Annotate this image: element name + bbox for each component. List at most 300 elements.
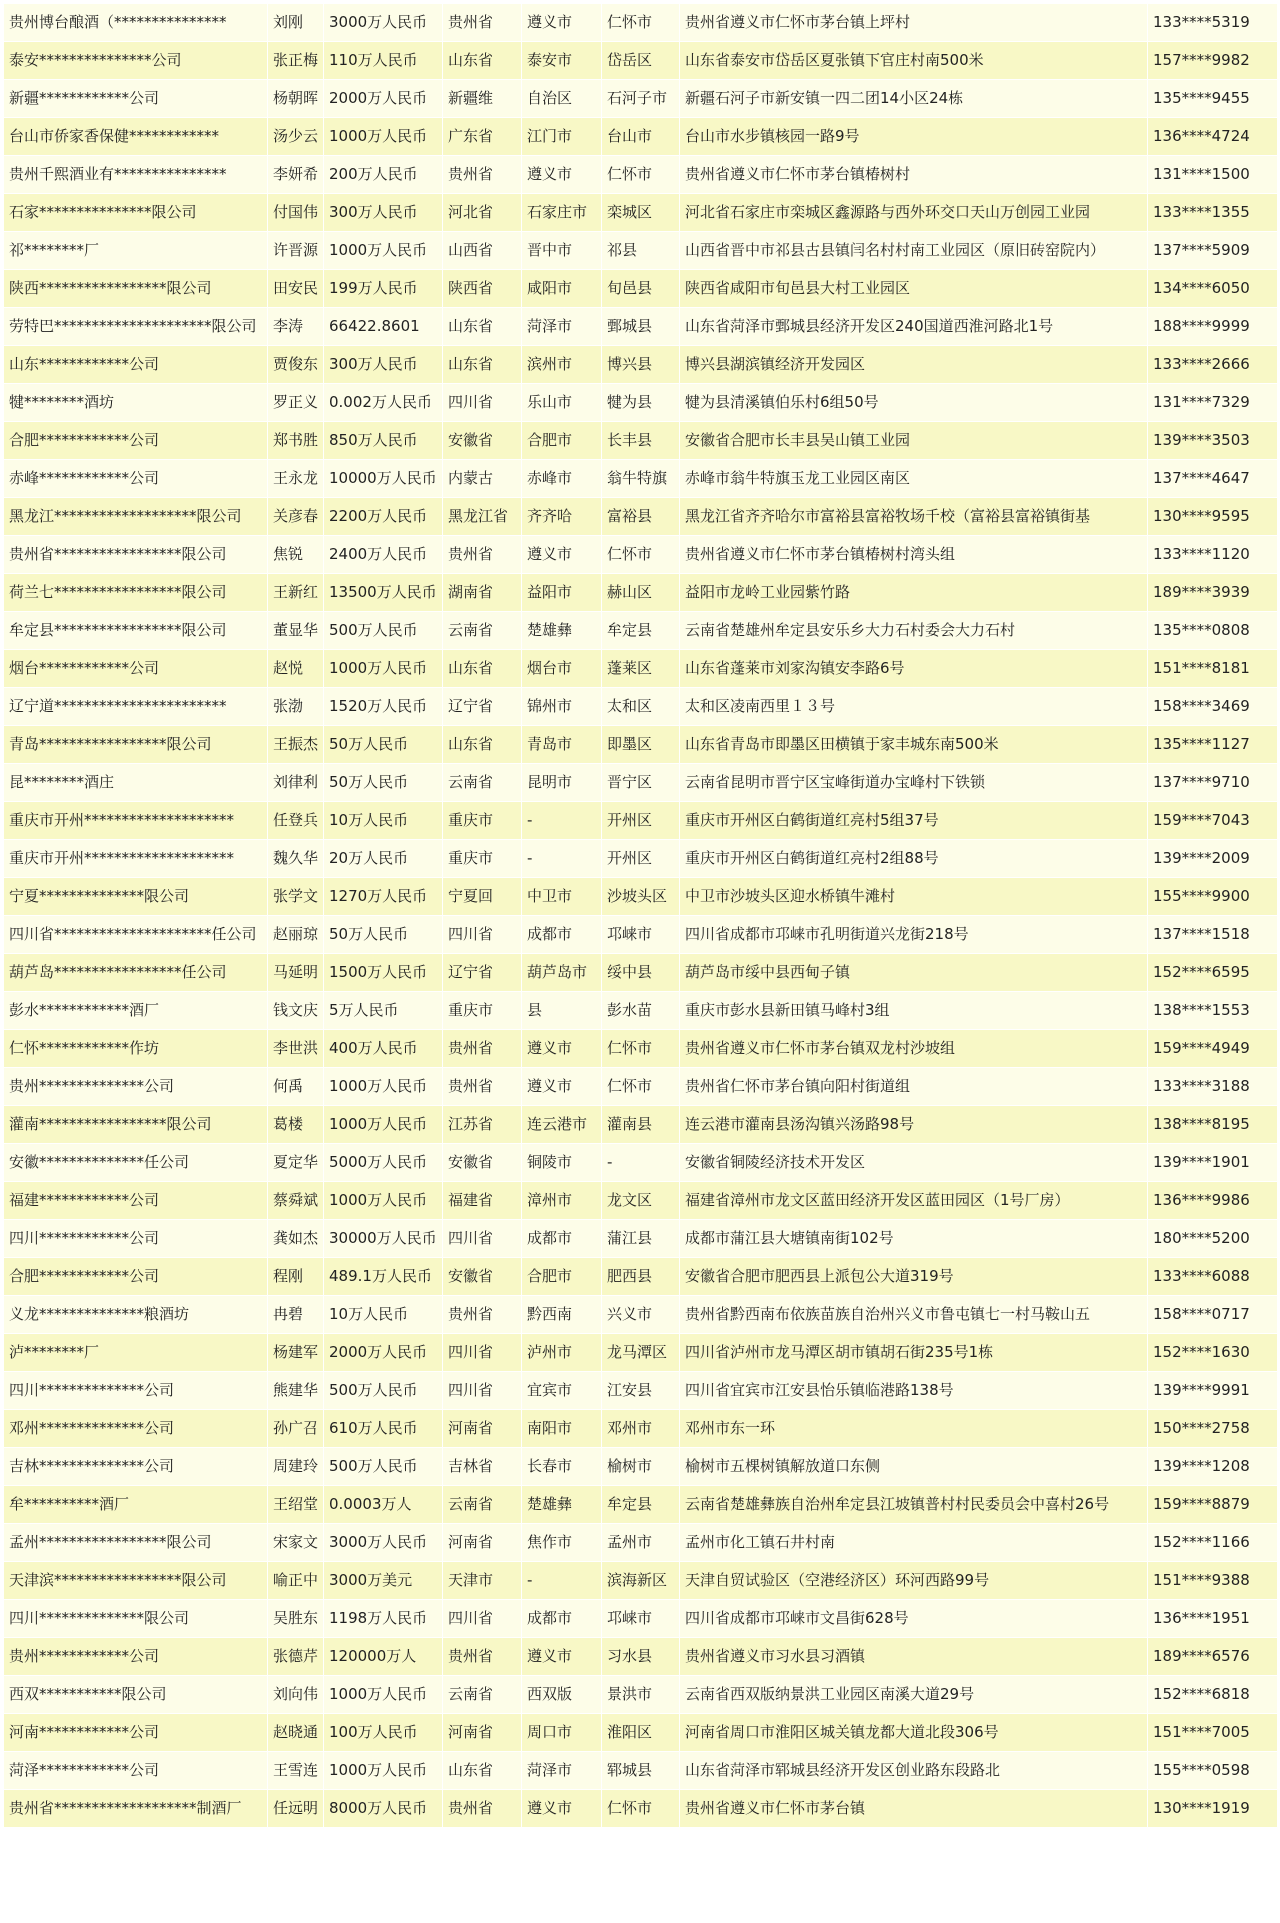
table-row bbox=[4, 1600, 1278, 1638]
registered-capital-cell: 5万人民币 bbox=[324, 992, 443, 1030]
district-cell: 仁怀市 bbox=[602, 1068, 680, 1106]
city-cell: 成都市 bbox=[522, 1600, 602, 1638]
legal-person-cell: 周建玲 bbox=[268, 1448, 324, 1486]
legal-person-cell: 宋家文 bbox=[268, 1524, 324, 1562]
province-cell: 四川省 bbox=[443, 1220, 522, 1258]
table-row bbox=[4, 460, 1278, 498]
phone-cell: 137****9710 bbox=[1148, 764, 1278, 802]
district-cell: 邛崃市 bbox=[602, 1600, 680, 1638]
district-cell: 晋宁区 bbox=[602, 764, 680, 802]
district-cell: 岱岳区 bbox=[602, 42, 680, 80]
table-row bbox=[4, 1524, 1278, 1562]
city-cell: 中卫市 bbox=[522, 878, 602, 916]
legal-person-cell: 王绍堂 bbox=[268, 1486, 324, 1524]
province-cell: 山东省 bbox=[443, 308, 522, 346]
address-cell: 贵州省遵义市仁怀市茅台镇双龙村沙坡组 bbox=[680, 1030, 1148, 1068]
registered-capital-cell: 1000万人民币 bbox=[324, 650, 443, 688]
phone-cell: 189****3939 bbox=[1148, 574, 1278, 612]
phone-cell: 135****9455 bbox=[1148, 80, 1278, 118]
province-cell: 天津市 bbox=[443, 1562, 522, 1600]
registered-capital-cell: 20万人民币 bbox=[324, 840, 443, 878]
phone-cell: 133****6088 bbox=[1148, 1258, 1278, 1296]
registered-capital-cell: 8000万人民币 bbox=[324, 1790, 443, 1828]
table-row bbox=[4, 916, 1278, 954]
registered-capital-cell: 2200万人民币 bbox=[324, 498, 443, 536]
phone-cell: 133****3188 bbox=[1148, 1068, 1278, 1106]
registered-capital-cell: 1000万人民币 bbox=[324, 232, 443, 270]
district-cell: 龙马潭区 bbox=[602, 1334, 680, 1372]
phone-cell: 152****1166 bbox=[1148, 1524, 1278, 1562]
company-name-cell: 邓州**************公司 bbox=[4, 1410, 268, 1448]
company-name-cell: 西双***********限公司 bbox=[4, 1676, 268, 1714]
address-cell: 博兴县湖滨镇经济开发园区 bbox=[680, 346, 1148, 384]
province-cell: 云南省 bbox=[443, 764, 522, 802]
province-cell: 湖南省 bbox=[443, 574, 522, 612]
legal-person-cell: 李妍希 bbox=[268, 156, 324, 194]
address-cell: 四川省成都市邛崃市文昌街628号 bbox=[680, 1600, 1148, 1638]
city-cell: 焦作市 bbox=[522, 1524, 602, 1562]
address-cell: 安徽省合肥市肥西县上派包公大道319号 bbox=[680, 1258, 1148, 1296]
city-cell: 咸阳市 bbox=[522, 270, 602, 308]
city-cell: 泸州市 bbox=[522, 1334, 602, 1372]
address-cell: 黑龙江省齐齐哈尔市富裕县富裕牧场千校（富裕县富裕镇街基 bbox=[680, 498, 1148, 536]
address-cell: 山东省菏泽市郓城县经济开发区创业路东段路北 bbox=[680, 1752, 1148, 1790]
province-cell: 河北省 bbox=[443, 194, 522, 232]
province-cell: 贵州省 bbox=[443, 536, 522, 574]
company-name-cell: 吉林**************公司 bbox=[4, 1448, 268, 1486]
district-cell: 邛崃市 bbox=[602, 916, 680, 954]
legal-person-cell: 魏久华 bbox=[268, 840, 324, 878]
company-name-cell: 贵州************公司 bbox=[4, 1638, 268, 1676]
legal-person-cell: 关彦春 bbox=[268, 498, 324, 536]
phone-cell: 139****9991 bbox=[1148, 1372, 1278, 1410]
address-cell: 榆树市五棵树镇解放道口东侧 bbox=[680, 1448, 1148, 1486]
city-cell: 楚雄彝 bbox=[522, 612, 602, 650]
province-cell: 四川省 bbox=[443, 1600, 522, 1638]
legal-person-cell: 冉碧 bbox=[268, 1296, 324, 1334]
district-cell: 邓州市 bbox=[602, 1410, 680, 1448]
address-cell: 重庆市开州区白鹤街道红亮村5组37号 bbox=[680, 802, 1148, 840]
registered-capital-cell: 13500万人民币 bbox=[324, 574, 443, 612]
legal-person-cell: 蔡舜斌 bbox=[268, 1182, 324, 1220]
table-row bbox=[4, 1676, 1278, 1714]
phone-cell: 151****8181 bbox=[1148, 650, 1278, 688]
company-name-cell: 黑龙江*******************限公司 bbox=[4, 498, 268, 536]
city-cell: 成都市 bbox=[522, 916, 602, 954]
address-cell: 山西省晋中市祁县古县镇闫名村村南工业园区（原旧砖窑院内） bbox=[680, 232, 1148, 270]
phone-cell: 135****1127 bbox=[1148, 726, 1278, 764]
registered-capital-cell: 66422.8601 bbox=[324, 308, 443, 346]
legal-person-cell: 王永龙 bbox=[268, 460, 324, 498]
company-name-cell: 孟州*****************限公司 bbox=[4, 1524, 268, 1562]
table-row bbox=[4, 1752, 1278, 1790]
company-name-cell: 仁怀************作坊 bbox=[4, 1030, 268, 1068]
company-name-cell: 石家***************限公司 bbox=[4, 194, 268, 232]
district-cell: 江安县 bbox=[602, 1372, 680, 1410]
province-cell: 吉林省 bbox=[443, 1448, 522, 1486]
province-cell: 贵州省 bbox=[443, 1030, 522, 1068]
table-row bbox=[4, 1334, 1278, 1372]
phone-cell: 133****1120 bbox=[1148, 536, 1278, 574]
address-cell: 四川省宜宾市江安县怡乐镇临港路138号 bbox=[680, 1372, 1148, 1410]
district-cell: 兴义市 bbox=[602, 1296, 680, 1334]
phone-cell: 130****1919 bbox=[1148, 1790, 1278, 1828]
province-cell: 云南省 bbox=[443, 1486, 522, 1524]
table-row bbox=[4, 1486, 1278, 1524]
company-name-cell: 贵州省*****************限公司 bbox=[4, 536, 268, 574]
address-cell: 陕西省咸阳市旬邑县大村工业园区 bbox=[680, 270, 1148, 308]
city-cell: 江门市 bbox=[522, 118, 602, 156]
legal-person-cell: 李涛 bbox=[268, 308, 324, 346]
company-name-cell: 劳特巴*********************限公司 bbox=[4, 308, 268, 346]
city-cell: 遵义市 bbox=[522, 1638, 602, 1676]
legal-person-cell: 任远明 bbox=[268, 1790, 324, 1828]
table-row bbox=[4, 1638, 1278, 1676]
province-cell: 重庆市 bbox=[443, 992, 522, 1030]
legal-person-cell: 贾俊东 bbox=[268, 346, 324, 384]
district-cell: 肥西县 bbox=[602, 1258, 680, 1296]
address-cell: 邓州市东一环 bbox=[680, 1410, 1148, 1448]
city-cell: - bbox=[522, 802, 602, 840]
table-row bbox=[4, 4, 1278, 42]
table-row bbox=[4, 232, 1278, 270]
phone-cell: 151****9388 bbox=[1148, 1562, 1278, 1600]
district-cell: 石河子市 bbox=[602, 80, 680, 118]
province-cell: 陕西省 bbox=[443, 270, 522, 308]
address-cell: 贵州省遵义市仁怀市茅台镇椿树村 bbox=[680, 156, 1148, 194]
registered-capital-cell: 500万人民币 bbox=[324, 1448, 443, 1486]
registered-capital-cell: 1520万人民币 bbox=[324, 688, 443, 726]
table-row bbox=[4, 992, 1278, 1030]
phone-cell: 189****6576 bbox=[1148, 1638, 1278, 1676]
phone-cell: 139****3503 bbox=[1148, 422, 1278, 460]
phone-cell: 131****1500 bbox=[1148, 156, 1278, 194]
company-name-cell: 泸********厂 bbox=[4, 1334, 268, 1372]
company-name-cell: 泰安***************公司 bbox=[4, 42, 268, 80]
phone-cell: 134****6050 bbox=[1148, 270, 1278, 308]
district-cell: 牟定县 bbox=[602, 1486, 680, 1524]
city-cell: 齐齐哈 bbox=[522, 498, 602, 536]
city-cell: 自治区 bbox=[522, 80, 602, 118]
table-row bbox=[4, 308, 1278, 346]
table-row bbox=[4, 346, 1278, 384]
company-name-cell: 贵州千熙酒业有*************** bbox=[4, 156, 268, 194]
table-row bbox=[4, 1410, 1278, 1448]
city-cell: 遵义市 bbox=[522, 536, 602, 574]
district-cell: 富裕县 bbox=[602, 498, 680, 536]
phone-cell: 137****4647 bbox=[1148, 460, 1278, 498]
city-cell: 黔西南 bbox=[522, 1296, 602, 1334]
table-row bbox=[4, 612, 1278, 650]
legal-person-cell: 葛楼 bbox=[268, 1106, 324, 1144]
province-cell: 安徽省 bbox=[443, 422, 522, 460]
province-cell: 四川省 bbox=[443, 1334, 522, 1372]
table-row bbox=[4, 194, 1278, 232]
registered-capital-cell: 0.0003万人 bbox=[324, 1486, 443, 1524]
legal-person-cell: 田安民 bbox=[268, 270, 324, 308]
address-cell: 四川省泸州市龙马潭区胡市镇胡石街235号1栋 bbox=[680, 1334, 1148, 1372]
address-cell: 安徽省铜陵经济技术开发区 bbox=[680, 1144, 1148, 1182]
table-row bbox=[4, 536, 1278, 574]
district-cell: 长丰县 bbox=[602, 422, 680, 460]
city-cell: - bbox=[522, 840, 602, 878]
city-cell: 赤峰市 bbox=[522, 460, 602, 498]
company-name-cell: 赤峰************公司 bbox=[4, 460, 268, 498]
registered-capital-cell: 50万人民币 bbox=[324, 916, 443, 954]
district-cell: 鄄城县 bbox=[602, 308, 680, 346]
legal-person-cell: 龚如杰 bbox=[268, 1220, 324, 1258]
province-cell: 福建省 bbox=[443, 1182, 522, 1220]
city-cell: 益阳市 bbox=[522, 574, 602, 612]
district-cell: 台山市 bbox=[602, 118, 680, 156]
district-cell: 太和区 bbox=[602, 688, 680, 726]
district-cell: 开州区 bbox=[602, 840, 680, 878]
legal-person-cell: 付国伟 bbox=[268, 194, 324, 232]
district-cell: 孟州市 bbox=[602, 1524, 680, 1562]
district-cell: 淮阳区 bbox=[602, 1714, 680, 1752]
table-row bbox=[4, 878, 1278, 916]
address-cell: 葫芦岛市绥中县西甸子镇 bbox=[680, 954, 1148, 992]
district-cell: 犍为县 bbox=[602, 384, 680, 422]
province-cell: 云南省 bbox=[443, 1676, 522, 1714]
province-cell: 新疆维 bbox=[443, 80, 522, 118]
company-name-cell: 四川**************公司 bbox=[4, 1372, 268, 1410]
phone-cell: 136****9986 bbox=[1148, 1182, 1278, 1220]
district-cell: 郓城县 bbox=[602, 1752, 680, 1790]
province-cell: 山东省 bbox=[443, 346, 522, 384]
city-cell: 县 bbox=[522, 992, 602, 1030]
address-cell: 安徽省合肥市长丰县吴山镇工业园 bbox=[680, 422, 1148, 460]
address-cell: 河北省石家庄市栾城区鑫源路与西外环交口天山万创园工业园 bbox=[680, 194, 1148, 232]
table-row bbox=[4, 422, 1278, 460]
company-name-cell: 辽宁道*********************** bbox=[4, 688, 268, 726]
company-name-cell: 合肥************公司 bbox=[4, 422, 268, 460]
province-cell: 安徽省 bbox=[443, 1144, 522, 1182]
phone-cell: 158****3469 bbox=[1148, 688, 1278, 726]
province-cell: 江苏省 bbox=[443, 1106, 522, 1144]
phone-cell: 155****9900 bbox=[1148, 878, 1278, 916]
province-cell: 四川省 bbox=[443, 916, 522, 954]
district-cell: 仁怀市 bbox=[602, 156, 680, 194]
phone-cell: 180****5200 bbox=[1148, 1220, 1278, 1258]
legal-person-cell: 许晋源 bbox=[268, 232, 324, 270]
address-cell: 台山市水步镇核园一路9号 bbox=[680, 118, 1148, 156]
table-row bbox=[4, 1182, 1278, 1220]
city-cell: 遵义市 bbox=[522, 1790, 602, 1828]
table-row bbox=[4, 1372, 1278, 1410]
phone-cell: 188****9999 bbox=[1148, 308, 1278, 346]
table-row bbox=[4, 1068, 1278, 1106]
city-cell: 楚雄彝 bbox=[522, 1486, 602, 1524]
district-cell: 灌南县 bbox=[602, 1106, 680, 1144]
address-cell: 益阳市龙岭工业园紫竹路 bbox=[680, 574, 1148, 612]
address-cell: 山东省蓬莱市刘家沟镇安李路6号 bbox=[680, 650, 1148, 688]
address-cell: 贵州省仁怀市茅台镇向阳村街道组 bbox=[680, 1068, 1148, 1106]
table-row bbox=[4, 1106, 1278, 1144]
company-name-cell: 合肥************公司 bbox=[4, 1258, 268, 1296]
address-cell: 赤峰市翁牛特旗玉龙工业园区南区 bbox=[680, 460, 1148, 498]
city-cell: 遵义市 bbox=[522, 1030, 602, 1068]
address-cell: 山东省菏泽市鄄城县经济开发区240国道西淮河路北1号 bbox=[680, 308, 1148, 346]
address-cell: 连云港市灌南县汤沟镇兴汤路98号 bbox=[680, 1106, 1148, 1144]
registered-capital-cell: 1000万人民币 bbox=[324, 1182, 443, 1220]
registered-capital-cell: 3000万人民币 bbox=[324, 4, 443, 42]
legal-person-cell: 刘刚 bbox=[268, 4, 324, 42]
address-cell: 云南省西双版纳景洪工业园区南溪大道29号 bbox=[680, 1676, 1148, 1714]
province-cell: 山东省 bbox=[443, 650, 522, 688]
district-cell: 仁怀市 bbox=[602, 536, 680, 574]
table-row bbox=[4, 270, 1278, 308]
province-cell: 云南省 bbox=[443, 612, 522, 650]
legal-person-cell: 刘律利 bbox=[268, 764, 324, 802]
table-row bbox=[4, 1030, 1278, 1068]
district-cell: 龙文区 bbox=[602, 1182, 680, 1220]
address-cell: 贵州省黔西南布依族苗族自治州兴义市鲁屯镇七一村马鞍山五 bbox=[680, 1296, 1148, 1334]
district-cell: 景洪市 bbox=[602, 1676, 680, 1714]
legal-person-cell: 赵晓通 bbox=[268, 1714, 324, 1752]
registered-capital-cell: 850万人民币 bbox=[324, 422, 443, 460]
table-row bbox=[4, 156, 1278, 194]
city-cell: 成都市 bbox=[522, 1220, 602, 1258]
city-cell: 锦州市 bbox=[522, 688, 602, 726]
legal-person-cell: 赵悦 bbox=[268, 650, 324, 688]
city-cell: 宜宾市 bbox=[522, 1372, 602, 1410]
city-cell: 西双版 bbox=[522, 1676, 602, 1714]
company-name-cell: 贵州省*******************制酒厂 bbox=[4, 1790, 268, 1828]
district-cell: 牟定县 bbox=[602, 612, 680, 650]
company-name-cell: 四川************公司 bbox=[4, 1220, 268, 1258]
registered-capital-cell: 489.1万人民币 bbox=[324, 1258, 443, 1296]
city-cell: 青岛市 bbox=[522, 726, 602, 764]
company-name-cell: 山东************公司 bbox=[4, 346, 268, 384]
company-name-cell: 四川**************限公司 bbox=[4, 1600, 268, 1638]
company-name-cell: 台山市侨家香保健************ bbox=[4, 118, 268, 156]
address-cell: 重庆市彭水县新田镇马峰村3组 bbox=[680, 992, 1148, 1030]
district-cell: 旬邑县 bbox=[602, 270, 680, 308]
district-cell: 榆树市 bbox=[602, 1448, 680, 1486]
phone-cell: 139****1901 bbox=[1148, 1144, 1278, 1182]
legal-person-cell: 吴胜东 bbox=[268, 1600, 324, 1638]
table-row bbox=[4, 384, 1278, 422]
legal-person-cell: 熊建华 bbox=[268, 1372, 324, 1410]
city-cell: 菏泽市 bbox=[522, 308, 602, 346]
district-cell: 翁牛特旗 bbox=[602, 460, 680, 498]
address-cell: 云南省昆明市晋宁区宝峰街道办宝峰村下铁锁 bbox=[680, 764, 1148, 802]
city-cell: 铜陵市 bbox=[522, 1144, 602, 1182]
address-cell: 成都市蒲江县大塘镇南街102号 bbox=[680, 1220, 1148, 1258]
phone-cell: 133****1355 bbox=[1148, 194, 1278, 232]
province-cell: 山东省 bbox=[443, 1752, 522, 1790]
registered-capital-cell: 3000万美元 bbox=[324, 1562, 443, 1600]
registered-capital-cell: 1270万人民币 bbox=[324, 878, 443, 916]
phone-cell: 159****4949 bbox=[1148, 1030, 1278, 1068]
city-cell: 石家庄市 bbox=[522, 194, 602, 232]
phone-cell: 155****0598 bbox=[1148, 1752, 1278, 1790]
table-row bbox=[4, 118, 1278, 156]
province-cell: 贵州省 bbox=[443, 1068, 522, 1106]
province-cell: 山西省 bbox=[443, 232, 522, 270]
phone-cell: 135****0808 bbox=[1148, 612, 1278, 650]
company-name-cell: 河南************公司 bbox=[4, 1714, 268, 1752]
company-name-cell: 犍********酒坊 bbox=[4, 384, 268, 422]
district-cell: 蒲江县 bbox=[602, 1220, 680, 1258]
phone-cell: 136****1951 bbox=[1148, 1600, 1278, 1638]
company-name-cell: 天津滨*****************限公司 bbox=[4, 1562, 268, 1600]
phone-cell: 130****9595 bbox=[1148, 498, 1278, 536]
phone-cell: 151****7005 bbox=[1148, 1714, 1278, 1752]
registered-capital-cell: 0.002万人民币 bbox=[324, 384, 443, 422]
phone-cell: 159****7043 bbox=[1148, 802, 1278, 840]
legal-person-cell: 程刚 bbox=[268, 1258, 324, 1296]
address-cell: 贵州省遵义市习水县习酒镇 bbox=[680, 1638, 1148, 1676]
address-cell: 太和区凌南西里１３号 bbox=[680, 688, 1148, 726]
legal-person-cell: 任登兵 bbox=[268, 802, 324, 840]
city-cell: 漳州市 bbox=[522, 1182, 602, 1220]
address-cell: 云南省楚雄彝族自治州牟定县江坡镇普村村民委员会中喜村26号 bbox=[680, 1486, 1148, 1524]
registered-capital-cell: 10000万人民币 bbox=[324, 460, 443, 498]
province-cell: 四川省 bbox=[443, 1372, 522, 1410]
registered-capital-cell: 1000万人民币 bbox=[324, 1752, 443, 1790]
phone-cell: 133****5319 bbox=[1148, 4, 1278, 42]
table-row bbox=[4, 688, 1278, 726]
table-row bbox=[4, 1790, 1278, 1828]
legal-person-cell: 何禹 bbox=[268, 1068, 324, 1106]
address-cell: 天津自贸试验区（空港经济区）环河西路99号 bbox=[680, 1562, 1148, 1600]
address-cell: 新疆石河子市新安镇一四二团14小区24栋 bbox=[680, 80, 1148, 118]
legal-person-cell: 焦锐 bbox=[268, 536, 324, 574]
phone-cell: 133****2666 bbox=[1148, 346, 1278, 384]
phone-cell: 137****1518 bbox=[1148, 916, 1278, 954]
province-cell: 贵州省 bbox=[443, 1790, 522, 1828]
company-name-cell: 重庆市开州******************** bbox=[4, 802, 268, 840]
registered-capital-cell: 2000万人民币 bbox=[324, 1334, 443, 1372]
address-cell: 山东省青岛市即墨区田横镇于家丰城东南500米 bbox=[680, 726, 1148, 764]
address-cell: 四川省成都市邛崃市孔明街道兴龙街218号 bbox=[680, 916, 1148, 954]
registered-capital-cell: 1500万人民币 bbox=[324, 954, 443, 992]
phone-cell: 158****0717 bbox=[1148, 1296, 1278, 1334]
registered-capital-cell: 200万人民币 bbox=[324, 156, 443, 194]
registered-capital-cell: 199万人民币 bbox=[324, 270, 443, 308]
table-row bbox=[4, 574, 1278, 612]
legal-person-cell: 喻正中 bbox=[268, 1562, 324, 1600]
registered-capital-cell: 400万人民币 bbox=[324, 1030, 443, 1068]
company-name-cell: 牟**********酒厂 bbox=[4, 1486, 268, 1524]
company-name-cell: 烟台************公司 bbox=[4, 650, 268, 688]
table-row bbox=[4, 1448, 1278, 1486]
province-cell: 贵州省 bbox=[443, 1638, 522, 1676]
phone-cell: 150****2758 bbox=[1148, 1410, 1278, 1448]
table-row bbox=[4, 1258, 1278, 1296]
address-cell: 孟州市化工镇石井村南 bbox=[680, 1524, 1148, 1562]
company-name-cell: 菏泽************公司 bbox=[4, 1752, 268, 1790]
address-cell: 中卫市沙坡头区迎水桥镇牛滩村 bbox=[680, 878, 1148, 916]
registered-capital-cell: 3000万人民币 bbox=[324, 1524, 443, 1562]
registered-capital-cell: 300万人民币 bbox=[324, 194, 443, 232]
province-cell: 四川省 bbox=[443, 384, 522, 422]
registered-capital-cell: 5000万人民币 bbox=[324, 1144, 443, 1182]
registered-capital-cell: 1000万人民币 bbox=[324, 118, 443, 156]
table-row bbox=[4, 1562, 1278, 1600]
city-cell: - bbox=[522, 1562, 602, 1600]
district-cell: 赫山区 bbox=[602, 574, 680, 612]
phone-cell: 131****7329 bbox=[1148, 384, 1278, 422]
table-row bbox=[4, 954, 1278, 992]
legal-person-cell: 王振杰 bbox=[268, 726, 324, 764]
province-cell: 重庆市 bbox=[443, 802, 522, 840]
province-cell: 宁夏回 bbox=[443, 878, 522, 916]
table-row bbox=[4, 42, 1278, 80]
legal-person-cell: 汤少云 bbox=[268, 118, 324, 156]
